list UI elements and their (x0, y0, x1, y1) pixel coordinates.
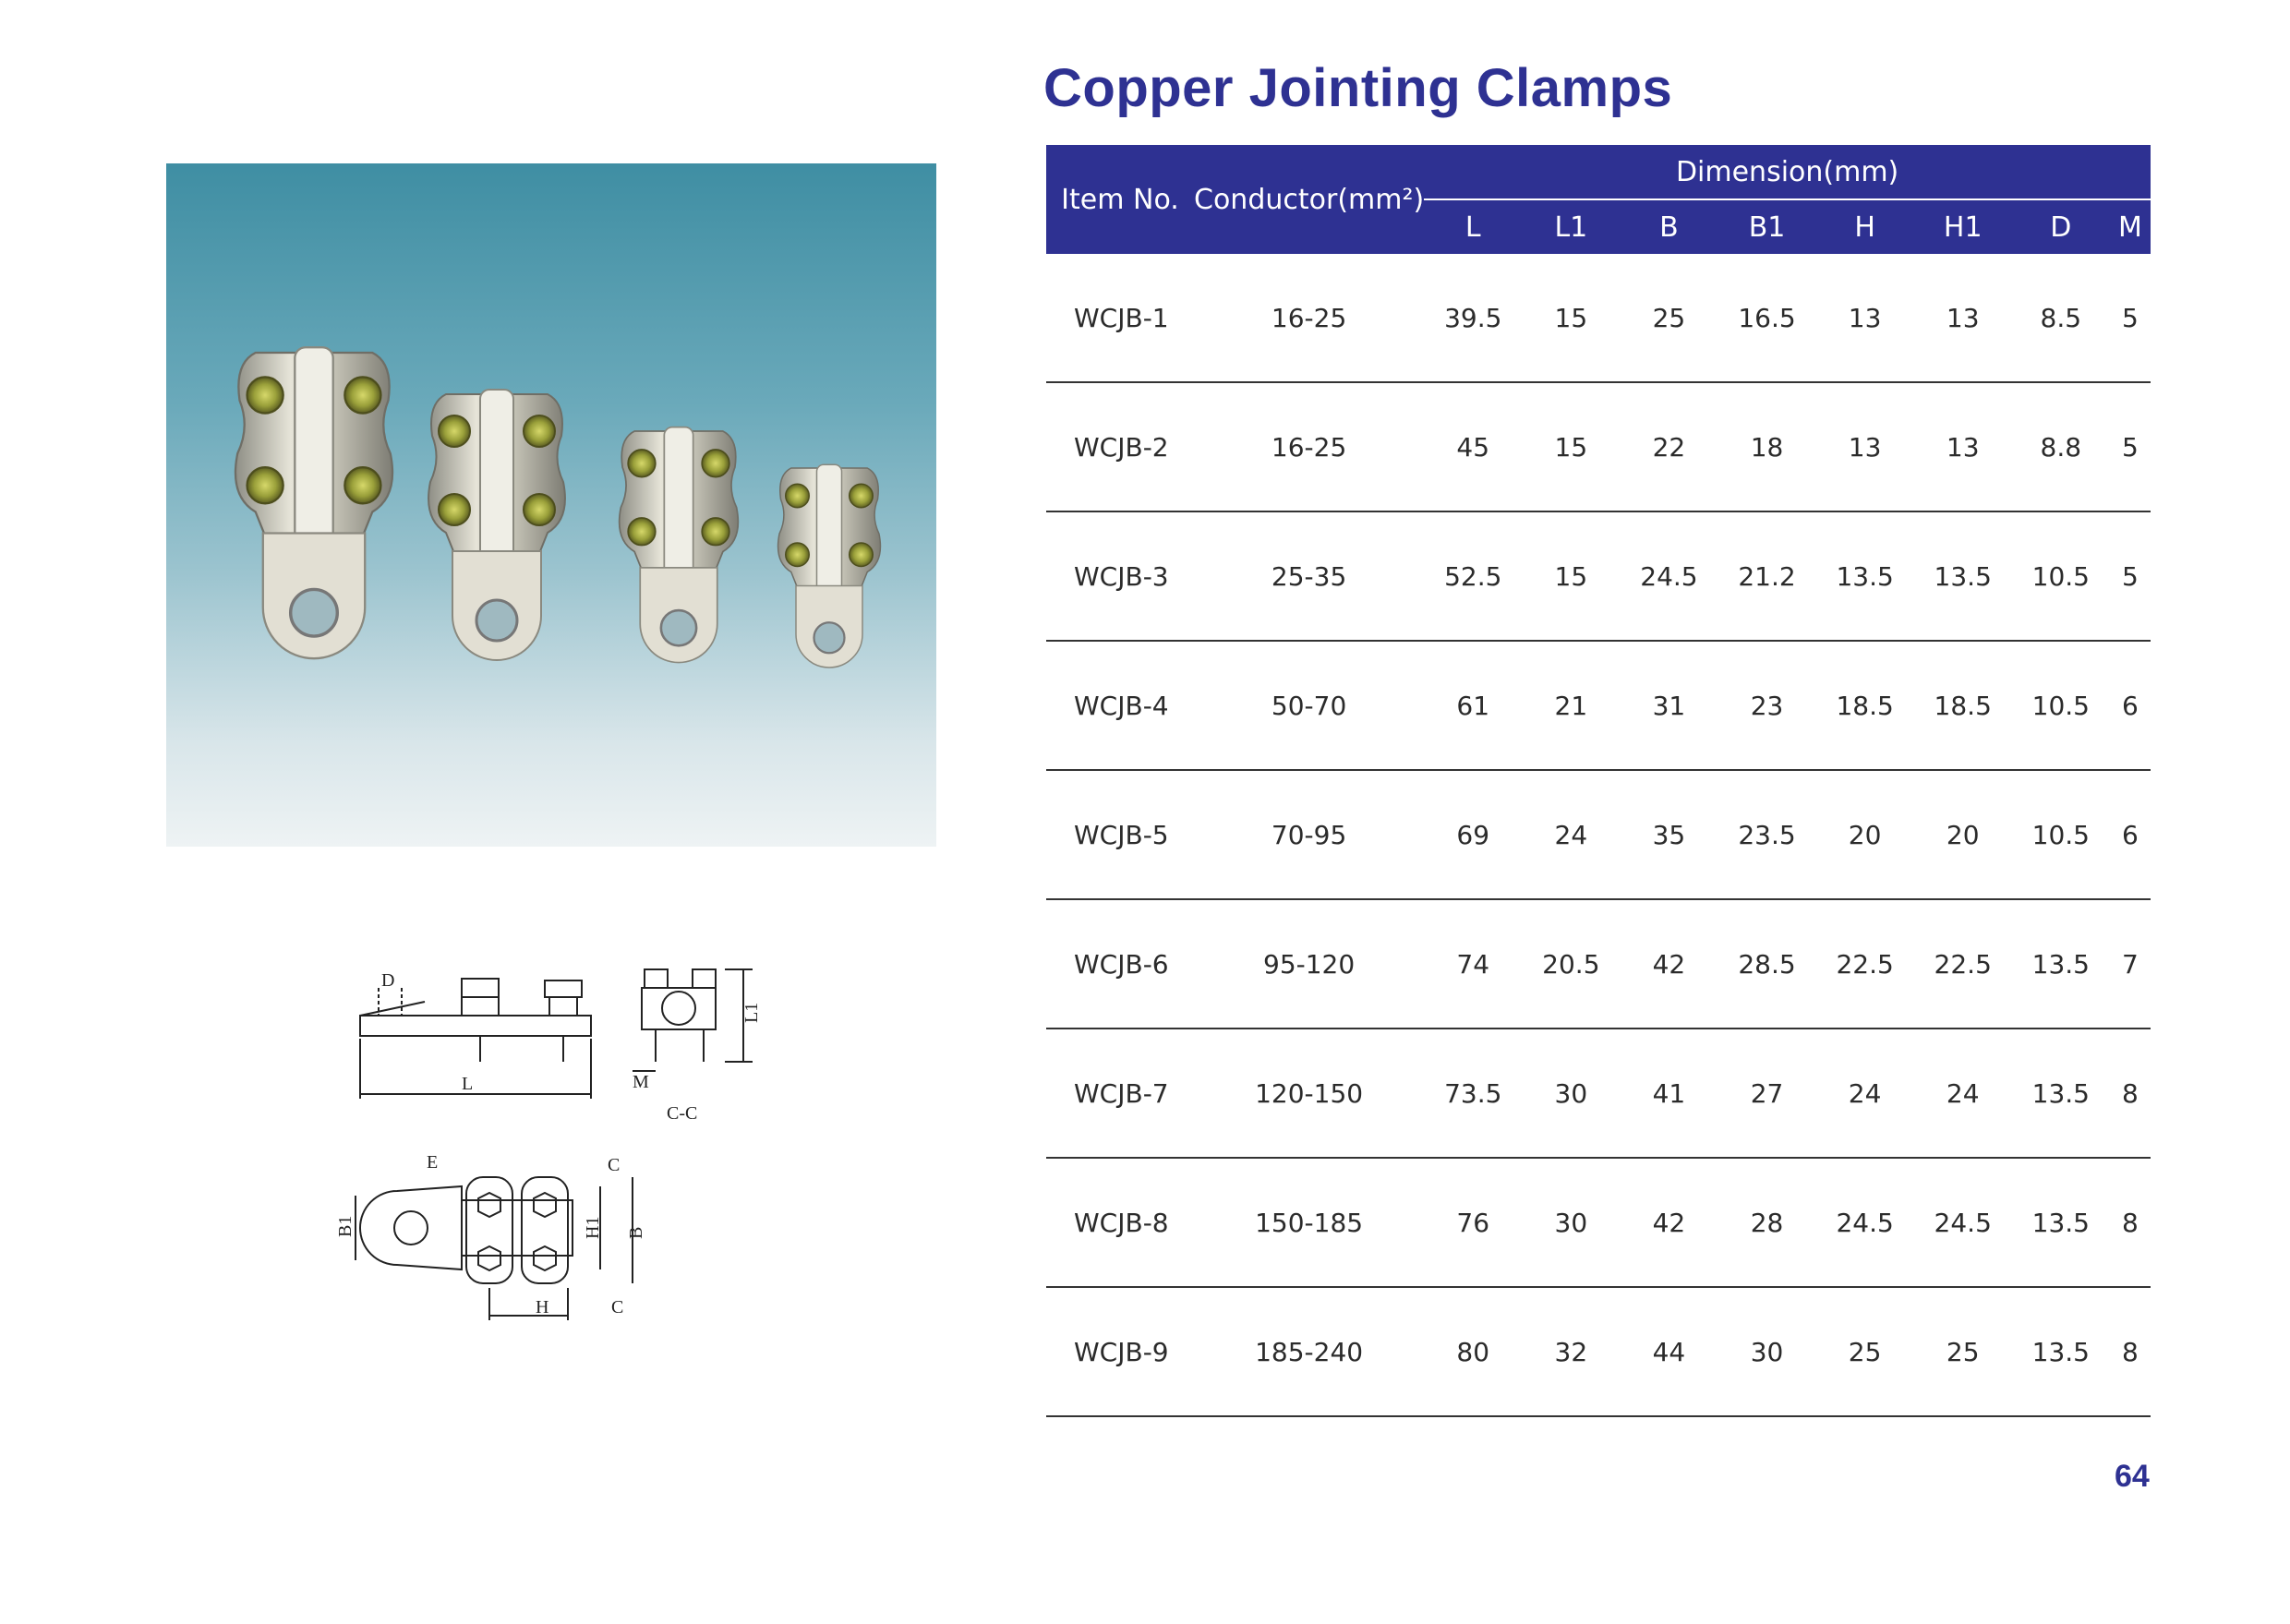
cell-l: 76 (1424, 1158, 1522, 1287)
cell-h1: 25 (1914, 1287, 2012, 1416)
cell-item: WCJB-7 (1046, 1029, 1194, 1158)
header-dimension: Dimension(mm) (1424, 145, 2151, 199)
technical-drawing (323, 951, 803, 1357)
cell-b: 24.5 (1620, 511, 1718, 641)
cell-m: 7 (2110, 899, 2151, 1029)
cell-l: 69 (1424, 770, 1522, 899)
cell-h: 22.5 (1816, 899, 1914, 1029)
cell-item: WCJB-1 (1046, 254, 1194, 382)
label-c-bottom: C (611, 1297, 624, 1317)
cell-b1: 27 (1718, 1029, 1815, 1158)
section-view (633, 969, 753, 1071)
cell-b1: 28.5 (1718, 899, 1815, 1029)
cell-l: 45 (1424, 382, 1522, 511)
cell-b: 42 (1620, 899, 1718, 1029)
header-conductor: Conductor(mm²) (1194, 145, 1424, 254)
cell-b1: 16.5 (1718, 254, 1815, 382)
cell-l1: 32 (1522, 1287, 1620, 1416)
table-row (1046, 1287, 2151, 1416)
cell-b1: 18 (1718, 382, 1815, 511)
table-row (1046, 899, 2151, 1029)
product-photo (166, 163, 936, 847)
cell-m: 8 (2110, 1029, 2151, 1158)
plan-view (356, 1177, 633, 1320)
cell-l: 61 (1424, 641, 1522, 770)
cell-l: 73.5 (1424, 1029, 1522, 1158)
cell-m: 5 (2110, 511, 2151, 641)
label-c-top: C (608, 1155, 621, 1175)
label-h: H (536, 1297, 549, 1317)
table-row (1046, 254, 2151, 382)
cell-conductor: 50-70 (1194, 641, 1424, 770)
side-view (360, 979, 591, 1099)
cell-item: WCJB-3 (1046, 511, 1194, 641)
cell-h: 13 (1816, 382, 1914, 511)
cell-m: 6 (2110, 641, 2151, 770)
cell-h: 13.5 (1816, 511, 1914, 641)
cell-b1: 23 (1718, 641, 1815, 770)
cell-item: WCJB-9 (1046, 1287, 1194, 1416)
cell-h: 25 (1816, 1287, 1914, 1416)
header-dim-l1: L1 (1522, 199, 1620, 254)
cell-conductor: 70-95 (1194, 770, 1424, 899)
cell-d: 13.5 (2012, 899, 2110, 1029)
header-dim-b1: B1 (1718, 199, 1815, 254)
cell-h1: 13.5 (1914, 511, 2012, 641)
header-dim-b: B (1620, 199, 1718, 254)
cell-conductor: 16-25 (1194, 382, 1424, 511)
cell-l: 39.5 (1424, 254, 1522, 382)
label-b1: B1 (335, 1215, 356, 1237)
cell-b1: 21.2 (1718, 511, 1815, 641)
header-dim-d: D (2012, 199, 2110, 254)
cell-conductor: 95-120 (1194, 899, 1424, 1029)
header-dim-m: M (2110, 199, 2151, 254)
cell-h1: 18.5 (1914, 641, 2012, 770)
cell-item: WCJB-4 (1046, 641, 1194, 770)
table-row (1046, 382, 2151, 511)
cell-m: 6 (2110, 770, 2151, 899)
table-row (1046, 770, 2151, 899)
cell-l1: 21 (1522, 641, 1620, 770)
cell-h1: 20 (1914, 770, 2012, 899)
page-title: Copper Jointing Clamps (1043, 58, 1673, 118)
label-h1: H1 (583, 1216, 603, 1239)
cell-l1: 24 (1522, 770, 1620, 899)
cell-h: 24 (1816, 1029, 1914, 1158)
cell-item: WCJB-2 (1046, 382, 1194, 511)
clamps-illustration (166, 163, 936, 847)
cell-conductor: 150-185 (1194, 1158, 1424, 1287)
cell-l1: 15 (1522, 511, 1620, 641)
header-dim-l: L (1424, 199, 1522, 254)
label-d: D (381, 970, 395, 991)
cell-h: 18.5 (1816, 641, 1914, 770)
cell-b1: 30 (1718, 1287, 1815, 1416)
cell-d: 13.5 (2012, 1158, 2110, 1287)
cell-b: 35 (1620, 770, 1718, 899)
cell-b: 25 (1620, 254, 1718, 382)
cell-m: 5 (2110, 382, 2151, 511)
cell-d: 8.5 (2012, 254, 2110, 382)
cell-d: 8.8 (2012, 382, 2110, 511)
cell-d: 13.5 (2012, 1029, 2110, 1158)
cell-d: 10.5 (2012, 511, 2110, 641)
cell-b: 42 (1620, 1158, 1718, 1287)
page-number: 64 (2115, 1459, 2150, 1494)
table-row (1046, 1029, 2151, 1158)
cell-h1: 24.5 (1914, 1158, 2012, 1287)
table-row (1046, 641, 2151, 770)
label-l1: L1 (741, 1002, 762, 1023)
cell-l1: 15 (1522, 382, 1620, 511)
cell-h1: 13 (1914, 254, 2012, 382)
header-dim-h: H (1816, 199, 1914, 254)
cell-m: 8 (2110, 1287, 2151, 1416)
cell-d: 10.5 (2012, 770, 2110, 899)
header-dim-h1: H1 (1914, 199, 2012, 254)
cell-l: 80 (1424, 1287, 1522, 1416)
cell-m: 5 (2110, 254, 2151, 382)
cell-h1: 22.5 (1914, 899, 2012, 1029)
cell-item: WCJB-5 (1046, 770, 1194, 899)
cell-b: 41 (1620, 1029, 1718, 1158)
cell-l: 52.5 (1424, 511, 1522, 641)
label-l: L (462, 1074, 474, 1094)
cell-m: 8 (2110, 1158, 2151, 1287)
cell-h: 24.5 (1816, 1158, 1914, 1287)
cell-b1: 23.5 (1718, 770, 1815, 899)
cell-l1: 30 (1522, 1029, 1620, 1158)
table-row (1046, 511, 2151, 641)
cell-h1: 24 (1914, 1029, 2012, 1158)
cell-d: 10.5 (2012, 641, 2110, 770)
cell-l1: 20.5 (1522, 899, 1620, 1029)
cell-l1: 30 (1522, 1158, 1620, 1287)
cell-d: 13.5 (2012, 1287, 2110, 1416)
cell-b1: 28 (1718, 1158, 1815, 1287)
header-item-no: Item No. (1046, 145, 1194, 254)
cell-item: WCJB-8 (1046, 1158, 1194, 1287)
cell-h: 13 (1816, 254, 1914, 382)
label-m: M (633, 1072, 649, 1092)
cell-b: 44 (1620, 1287, 1718, 1416)
cell-conductor: 16-25 (1194, 254, 1424, 382)
cell-conductor: 25-35 (1194, 511, 1424, 641)
cell-l: 74 (1424, 899, 1522, 1029)
label-b: B (626, 1226, 646, 1239)
table-row (1046, 1158, 2151, 1287)
cell-h1: 13 (1914, 382, 2012, 511)
label-cc: C-C (667, 1103, 698, 1124)
cell-conductor: 120-150 (1194, 1029, 1424, 1158)
cell-b: 31 (1620, 641, 1718, 770)
cell-l1: 15 (1522, 254, 1620, 382)
spec-table (1046, 145, 2151, 1417)
cell-b: 22 (1620, 382, 1718, 511)
cell-conductor: 185-240 (1194, 1287, 1424, 1416)
spec-body (1046, 254, 2151, 1416)
label-e: E (427, 1152, 439, 1173)
cell-item: WCJB-6 (1046, 899, 1194, 1029)
cell-h: 20 (1816, 770, 1914, 899)
